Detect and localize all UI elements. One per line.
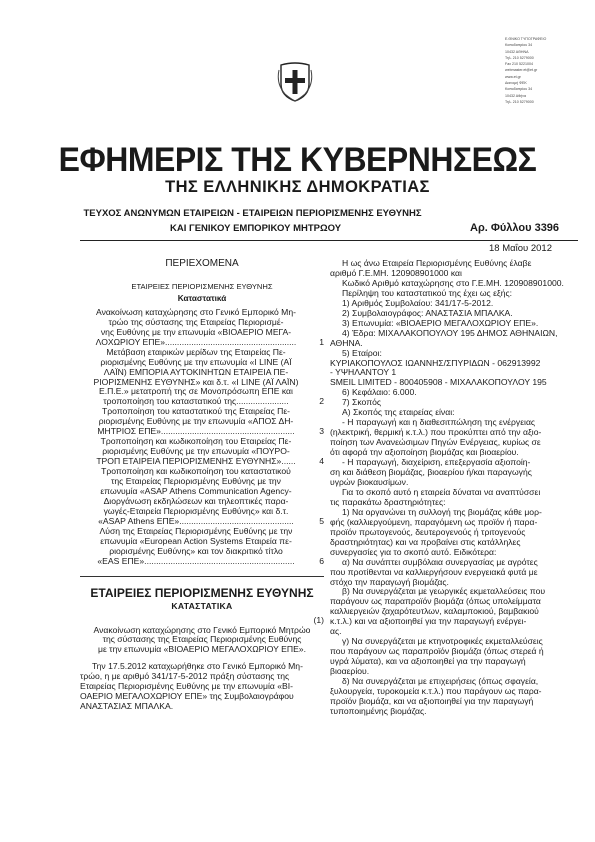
body-line: SMEIL LIMITED - 800405908 - ΜΙΧΑΛΑΚΟΠΟΥΛΟΥ 195 [330,378,547,388]
issue-series-line-1: ΤΕΥΧΟΣ ΑΝΩΝΥΜΩΝ ΕΤΑΙΡΕΙΩΝ - ΕΤΑΙΡΕΙΩΝ ΠΕΡΙΟΡΙΣΜΕΝΗΣ ΕΥΘΥΝΗΣ [83,208,422,219]
body-line: 1) Να οργανώνει τη συλλογή της βιομάζας κάθε μορ- [342,507,542,517]
contents-heading: ΠΕΡΙΕΧΟΜΕΝΑ [165,258,239,269]
body-line: 2) Συμβολαιογράφος: ΑΝΑΣΤΑΣΙΑ ΜΠΑΛΚΑ. [342,308,513,318]
body-line: Για το σκοπό αυτό η εταιρεία δύναται να αναπτύσσει [342,487,541,497]
publisher-line: Καποδιστρίου 34 [505,43,533,48]
left-column [80,259,324,712]
body-line: Κωδικό Αριθμό καταχώρησης στο Γ.Ε.ΜΗ. 120908901000. [342,278,564,288]
body-line: 7) Σκοπός [342,398,382,408]
publisher-line: Fax 210 5221004 [505,62,533,67]
publisher-line: webmaster.et@et.gr [505,68,538,73]
publisher-line: Τηλ. 210 5279000 [505,55,534,60]
body-line: δραστηριότητας) και να προβαίνει στις κατάλληλες [330,537,521,547]
body-line: 3) Επωνυμία: «ΒΙΟΑΕΡΙΟ ΜΕΓΑΛΟΧΩΡΙΟΥ ΕΠΕ». [342,318,539,328]
body-line: (ηλεκτρική, θερμική κ.τ.λ.) που προκύπτει από την αξιο- [330,428,542,438]
publisher-info-block [505,36,585,105]
body-line: α) Να συνάπτει συμβόλαια συνεργασίας με αγρότες [342,557,538,567]
notice-line: με την επωνυμία «ΒΙΟΑΕΡΙΟ ΜΕΓΑΛΟΧΩΡΙΟΥ ΕΠΕ». [98,645,306,655]
body-line: ΑΘΗΝΑ. [330,338,363,348]
notice-line: της σύστασης της Εταιρείας Περιορισμένης Ευθύνης [102,635,302,645]
contents-entry[interactable] [80,437,324,467]
body-line: κ.τ.λ.) και να αξιοποιηθεί για την παραγωγή ενέργει- [330,617,527,627]
entry-line: Τροποποίηση και κωδικοποίηση του καταστατικού [101,467,291,477]
body-line: ξυλουργεία, τυροκομεία κ.τ.λ.) που παράγουν ως παρα- [330,686,542,696]
body-line: προϊόν βιομάζα, και να αξιοποιηθεί για την παραγωγή [330,696,534,706]
body-line: 1) Αριθμός Συμβολαίου: 341/17-5-2012. [342,298,494,308]
entry-line: νης Ευθύνης με την επωνυμία «ΒΙΟΑΕΡΙΟ ΜΕΓΑ- [100,327,292,337]
entry-line: Τροποποίηση του καταστατικού της Εταιρείας Πε- [101,407,291,417]
item-number: (1) [313,614,324,625]
body-line: Α) Σκοπός της εταιρείας είναι: [342,408,455,418]
contents-entry[interactable] [80,407,324,437]
body-line: - ΥΨΗΛΑΝΤΟΥ 1 [330,368,397,378]
body-line: φής (καλλιεργούμενη, παραγόμενη ως προϊόν ή παρα- [330,517,538,527]
body-line: υγρά λύματα), και να αξιοποιηθεί για την παραγωγή [330,657,526,667]
body-line: που παράγουν ως παραπροϊόν βιομάζα (όπως στερεά ή [330,647,544,657]
entry-page-number: 1 [319,336,324,347]
publisher-line: Καποδιστρίου 34 [505,87,533,92]
entry-line: Τροποποίηση και κωδικοποίηση του Εταιρείας Πε- [100,437,292,447]
masthead-divider [80,240,578,241]
entry-page-number: 2 [319,396,324,407]
body-line: ση και διάθεση βιομάζας, βιοαερίου ή/και παραγωγής [330,468,532,478]
paragraph-line: ΟΑΕΡΙΟ ΜΕΓΑΛΟΧΩΡΙΟΥ ΕΠΕ» της Συμβολαιογράφου [80,692,294,702]
body-line: ας. [330,627,342,637]
entry-line: Ανακοίνωση καταχώρησης στο Γενικό Εμπορικό Μη- [96,307,296,317]
notice-line: Ανακοίνωση καταχώρησης στο Γενικό Εμπορικό Μητρώο [93,625,311,635]
paragraph-line: Εταιρείας Περιορισμένης Ευθύνης με την επωνυμία «ΒΙ- [80,682,293,692]
entry-line: ριορισμένης Ευθύνης με την επωνυμία «ΑΠΟΣ ΔΗ- [98,417,294,427]
contents-entry[interactable] [80,467,324,527]
body-line: Περίληψη του καταστατικού της έχει ως εξής: [342,288,513,298]
entry-line: «EAS ΕΠΕ»............................................................... [97,556,295,566]
entry-line: ΜΗΤΡΙΟΣ ΕΠΕ»........................................................ [97,427,295,437]
publisher-line: Διανομή ΦΕΚ [505,81,527,86]
body-line: γ) Να συνεργάζεται με κτηνοτροφικές εκμεταλλεύσεις [342,637,543,647]
entry-line: ΤΡΟΠ ΕΤΑΙΡΕΙΑ ΠΕΡΙΟΡΙΣΜΕΝΗΣ ΕΥΘΥΝΗΣ»...... [96,457,296,467]
body-line: β) Να συνεργάζεται με γεωργικές εκμεταλλεύσεις που [342,587,546,597]
body-line: παράγουν ως παραπροϊόν βιομάζα (όπως υπολείμματα [330,597,541,607]
body-line: 5) Εταίροι: [342,348,382,358]
body-line: προϊόν πρωτογενούς, δευτερογενούς ή τριτογενούς [330,527,526,537]
body-line: 4) Έδρα: ΜΙΧΑΛΑΚΟΠΟΥΛΟΥ 195 ΔΗΜΟΣ ΑΘΗΝΑΙΩΝ, [342,328,558,338]
publisher-line: Τηλ. 210 5279000 [505,99,534,104]
greek-coat-of-arms-emblem [277,62,313,102]
entry-line: Ε.Π.Ε.» μετατροπή της σε Μονοπρόσωπη ΕΠΕ και [99,387,293,397]
issue-date: 18 Μαΐου 2012 [489,243,552,254]
body-line: που προτίθενται να καλλιεργήσουν ενεργειακά φυτά με [330,567,538,577]
right-column [330,259,580,717]
entry-line: τρώο της σύστασης της Εταιρείας Περιορισμέ- [108,317,284,327]
entry-line: τροποποίηση του καταστατικού της...................... [103,397,289,407]
body-line: Η ως άνω Εταιρεία Περιορισμένης Ευθύνης έλαβε [342,259,532,268]
body-line: τις παρακάτω δραστηριότητες: [330,497,446,507]
body-line: ποίηση των Ανανεώσιμων Πηγών Ενέργειας, κυρίως σε [330,438,541,448]
body-section-heading: ΕΤΑΙΡΕΙΕΣ ΠΕΡΙΟΡΙΣΜΕΝΗΣ ΕΥΘΥΝΗΣ [90,585,314,600]
entry-line: «ASAP Athens ΕΠΕ»................................................ [98,516,294,526]
gazette-title: ΕΦΗΜΕΡΙΣ ΤΗΣ ΚΥΒΕΡΝΗΣΕΩΣ [58,141,537,179]
body-line: στόχο την παραγωγή βιομάζας. [330,577,449,587]
paragraph-line: Την 17.5.2012 καταχωρήθηκε στο Γενικό Εμπορικό Μη- [92,662,303,672]
entry-line: Μετάβαση εταιρικών μερίδων της Εταιρείας Πε- [106,347,286,357]
publisher-line: 10432 ΑΘΗΝΑ [505,49,529,54]
entry-page-number: 5 [319,515,324,526]
body-line: υγρών βιοκαυσίμων. [330,477,409,487]
entry-line: Διοργάνωση εκδηλώσεων και τηλεοπτικές παρα- [103,496,289,506]
entry-line: Λύση της Εταιρείας Περιορισμένης Ευθύνης με την [99,526,293,536]
issue-series-line-2: ΚΑΙ ΓΕΝΙΚΟΥ ΕΜΠΟΡΙΚΟΥ ΜΗΤΡΩΟΥ [170,223,342,234]
contents-subsection: Καταστατικά [177,293,227,303]
body-line: συνεργασίες για το σκοπό αυτό. Ειδικότερα: [330,547,497,557]
publisher-line: Ε.ΘΝΙΚΟ ΤΥΠΟΓΡΑΦΕΙΟ [505,37,547,41]
body-line: - Η παραγωγή και η διαθεσιτπώληση της ενέργειας [342,418,536,428]
body-line: δ) Να συνεργάζεται με επιχειρήσεις (όπως σφαγεία, [342,677,539,687]
entry-page-number: 3 [319,426,324,437]
entry-line: επωνυμία «ASAP Athens Communication Agency- [100,487,292,497]
body-line: ΚΥΡΙΑΚΟΠΟΥΛΟΣ ΙΩΑΝΝΗΣ/ΣΠΥΡΙΔΩΝ - 062913992 [330,358,541,368]
contents-entry[interactable] [80,308,324,348]
body-line: ότι αφορά την αξιοποίηση βιομάζας και βιοαερίου. [330,448,519,458]
entry-line: της Εταιρείας Περιορισμένης Ευθύνης με την [111,477,281,487]
entry-page-number: 6 [319,555,324,566]
section-divider [80,576,324,577]
entry-line: ΡΙΟΡΙΣΜΕΝΗΣ ΕΥΘΥΝΗΣ» και δ.τ. «I LINE (ΑΪ ΛΑΪΝ) [93,377,299,387]
entry-line: ριορισμένης Ευθύνης με την επωνυμία «ΠΟΥΡΟ- [102,447,290,457]
body-line: αριθμό Γ.Ε.ΜΗ. 120908901000 και [330,268,462,278]
body-line: 6) Κεφάλαιο: 6.000. [342,388,417,398]
sheet-number: Αρ. Φύλλου 3396 [470,222,560,234]
body-line: βιοαερίου. [330,667,370,677]
entry-line: ριορισμένης Ευθύνης» και τον διακριτικό τίτλο [109,546,283,556]
publisher-line: www.et.gr [505,74,521,79]
paragraph-line: ΑΝΑΣΤΑΣΙΑΣ ΜΠΑΛΚΑ. [80,702,174,712]
body-subsection-heading: ΚΑΤΑΣΤΑΤΙΚΑ [171,600,233,611]
contents-section: ΕΤΑΙΡΕΙΕΣ ΠΕΡΙΟΡΙΣΜΕΝΗΣ ΕΥΘΥΝΗΣ [131,281,273,291]
body-line: καλλιεργειών ζαχαρότευτλων, καλαμποκιού, βαμβακιού [330,607,539,617]
contents-entry[interactable] [80,527,324,567]
entry-line: ΛΑΪΝ) ΕΜΠΟΡΙΑ ΑΥΤΟΚΙΝΗΤΩΝ ΕΤΑΙΡΕΙΑ ΠΕ- [103,367,289,377]
entry-line: επωνυμία «European Action Systems Εταιρεία πε- [100,536,292,546]
paragraph-line: τρώο, η με αριθμό 341/17-5-2012 πράξη σύστασης της [80,672,290,682]
entry-line: γωγές-Εταιρεία Περιορισμένης Ευθύνης» και δ.τ. [103,506,289,516]
gazette-subtitle: ΤΗΣ ΕΛΛΗΝΙΚΗΣ ΔΗΜΟΚΡΑΤΙΑΣ [165,178,430,196]
body-line: - Η παραγωγή, διαχείριση, επεξεργασία αξιοποίη- [342,458,531,468]
entry-line: ΛΟΧΩΡΙΟΥ ΕΠΕ»....................................................... [95,337,297,347]
body-line: τυποποιημένης βιομάζας. [330,706,427,716]
entry-page-number: 4 [319,456,324,467]
publisher-line: 10432 Αθήνα [505,93,527,98]
entry-line: ριορισμένης Ευθύνης με την επωνυμία «I LINE (ΑΪ [100,357,292,367]
contents-entry[interactable] [80,348,324,408]
